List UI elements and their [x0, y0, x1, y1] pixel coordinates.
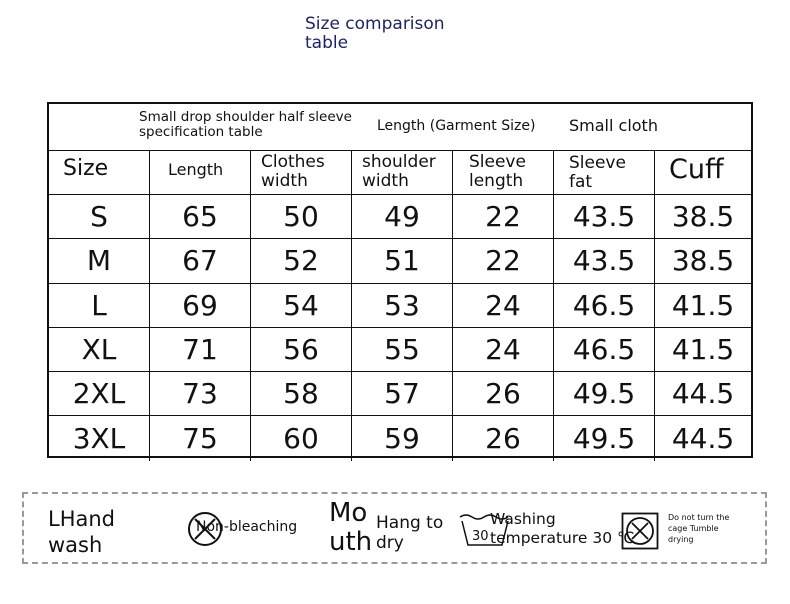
no-bleach-label: Non-bleaching [196, 519, 298, 535]
table-row [49, 372, 751, 416]
table-row [49, 195, 751, 239]
header-label: Cuff [669, 154, 724, 185]
value-cell: 56 [251, 328, 352, 371]
value-cell: 41.5 [671, 288, 735, 322]
size-cell: 3XL [49, 416, 150, 460]
value-cell: 67 [150, 239, 251, 282]
header-label: Size [63, 156, 109, 181]
value-cell: 22 [453, 239, 554, 282]
value-cell: 43.5 [554, 195, 655, 238]
value-cell: 65 [150, 195, 251, 238]
header-cell-sleeve-fat [554, 150, 655, 194]
caption-cloth: Small cloth [569, 116, 658, 135]
value-cell: 55 [352, 328, 453, 371]
washing-temperature-label: Washing temperature 30 ℃ [490, 510, 635, 547]
header-label: Clothes width [261, 152, 325, 191]
table-row [49, 416, 751, 460]
size-cell: L [49, 284, 150, 327]
table-caption-row [49, 104, 751, 151]
page-title: Size comparison table [305, 14, 445, 53]
value-cell: 54 [251, 284, 352, 327]
header-cell-size [49, 150, 150, 194]
no-tumble-dry-label: Do not turn the cage Tumble drying [668, 513, 730, 544]
value-cell: 22 [453, 195, 554, 238]
value-cell: 38.5 [671, 200, 735, 234]
header-cell-sleeve-length [453, 150, 554, 194]
header-label: Length [168, 160, 224, 179]
value-cell: 41.5 [671, 333, 735, 367]
size-table [47, 102, 753, 458]
header-label: Sleeve length [469, 152, 526, 191]
value-cell: 69 [150, 284, 251, 327]
hang-dry-label: Hang to dry [376, 513, 444, 553]
caption-length-note: Length (Garment Size) [377, 118, 536, 134]
value-cell: 52 [251, 239, 352, 282]
hand-wash-label: LHand wash [48, 507, 115, 557]
value-cell: 46.5 [554, 284, 655, 327]
value-cell: 58 [251, 372, 352, 415]
header-row [49, 150, 751, 195]
value-cell: 50 [251, 195, 352, 238]
header-cell-clothes-width [251, 150, 352, 194]
value-cell: 53 [352, 284, 453, 327]
header-cell-length [150, 150, 251, 194]
value-cell: 59 [352, 416, 453, 460]
wash-icon-temp: 30 [472, 529, 489, 544]
size-cell: 2XL [49, 372, 150, 415]
table-row [49, 239, 751, 283]
value-cell: 49 [352, 195, 453, 238]
value-cell: 46.5 [554, 328, 655, 371]
value-cell: 38.5 [671, 244, 735, 278]
header-cell-shoulder-width [352, 150, 453, 194]
value-cell: 24 [453, 284, 554, 327]
no-tumble-dry-icon [621, 512, 659, 550]
care-instructions [22, 492, 767, 564]
value-cell: 44.5 [671, 422, 735, 456]
value-cell: 49.5 [554, 372, 655, 415]
header-label: Sleeve fat [569, 153, 626, 192]
value-cell: 57 [352, 372, 453, 415]
header-cell-cuff [655, 150, 751, 194]
size-cell: XL [49, 328, 150, 371]
table-row [49, 284, 751, 328]
value-cell: 24 [453, 328, 554, 371]
header-label: shoulder width [362, 152, 436, 191]
value-cell: 43.5 [554, 239, 655, 282]
table-grid [49, 150, 751, 461]
mouth-label: Mo uth [329, 498, 373, 557]
caption-spec: Small drop shoulder half sleeve specification table [139, 109, 352, 140]
value-cell: 73 [150, 372, 251, 415]
value-cell: 71 [150, 328, 251, 371]
table-row [49, 328, 751, 372]
size-cell: S [49, 195, 150, 238]
value-cell: 75 [150, 416, 251, 460]
value-cell: 51 [352, 239, 453, 282]
value-cell: 60 [251, 416, 352, 460]
value-cell: 26 [453, 372, 554, 415]
size-cell: M [49, 239, 150, 282]
value-cell: 49.5 [554, 416, 655, 460]
value-cell: 26 [453, 416, 554, 460]
value-cell: 44.5 [671, 377, 735, 411]
